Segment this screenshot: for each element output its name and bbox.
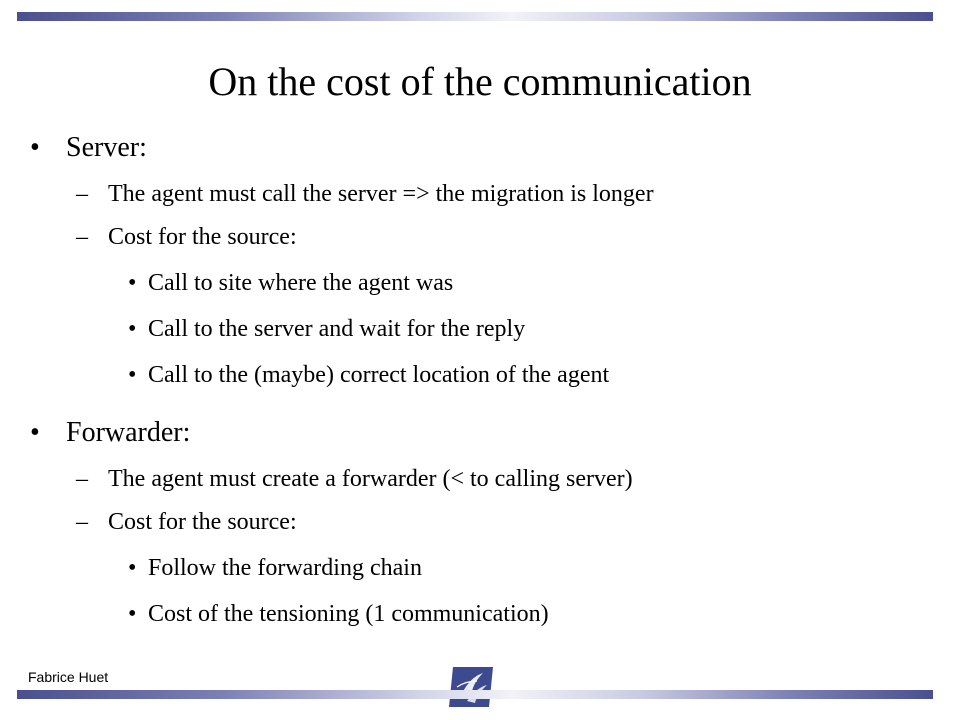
dash-glyph: – <box>76 181 88 207</box>
sub-sub-item-text: Call to site where the agent was <box>148 270 454 296</box>
dash-glyph: – <box>76 466 88 492</box>
sub-item-text: Cost for the source: <box>108 224 297 250</box>
bullet-glyph: • <box>128 362 137 388</box>
bullet-forwarder <box>0 415 960 451</box>
bullet-glyph: • <box>128 601 137 627</box>
bullet-glyph: • <box>128 316 137 342</box>
author-name: Fabrice Huet <box>28 669 109 685</box>
slide-title: On the cost of the communication <box>208 59 752 104</box>
bullet-glyph: • <box>128 555 137 581</box>
sub-sub-item <box>0 599 960 629</box>
slide-content <box>0 130 960 629</box>
bullet-label: Server: <box>66 132 147 163</box>
institution-logo-icon <box>447 665 495 709</box>
bullet-server <box>0 130 960 166</box>
sub-sub-item <box>0 553 960 583</box>
sub-sub-item-text: Call to the (maybe) correct location of the agent <box>148 362 610 388</box>
sub-sub-item-text: Call to the server and wait for the reply <box>148 316 526 342</box>
sub-item-text: The agent must create a forwarder (< to calling server) <box>108 466 633 492</box>
sub-sub-item <box>0 268 960 298</box>
bullet-glyph: • <box>30 132 40 163</box>
sub-item <box>0 507 960 537</box>
sub-item <box>0 222 960 252</box>
sub-item-text: Cost for the source: <box>108 509 297 535</box>
sub-sub-item-text: Follow the forwarding chain <box>148 555 422 581</box>
sub-item <box>0 179 960 209</box>
sub-sub-item-text: Cost of the tensioning (1 communication) <box>148 601 549 627</box>
bullet-glyph: • <box>30 417 40 448</box>
bullet-glyph: • <box>128 270 137 296</box>
top-decorative-bar <box>17 12 933 21</box>
dash-glyph: – <box>76 509 88 535</box>
sub-item <box>0 464 960 494</box>
dash-glyph: – <box>76 224 88 250</box>
bottom-decorative-bar <box>17 690 933 699</box>
sub-sub-item <box>0 314 960 344</box>
sub-item-text: The agent must call the server => the migration is longer <box>108 181 654 207</box>
sub-sub-item <box>0 360 960 390</box>
bullet-label: Forwarder: <box>66 417 191 448</box>
